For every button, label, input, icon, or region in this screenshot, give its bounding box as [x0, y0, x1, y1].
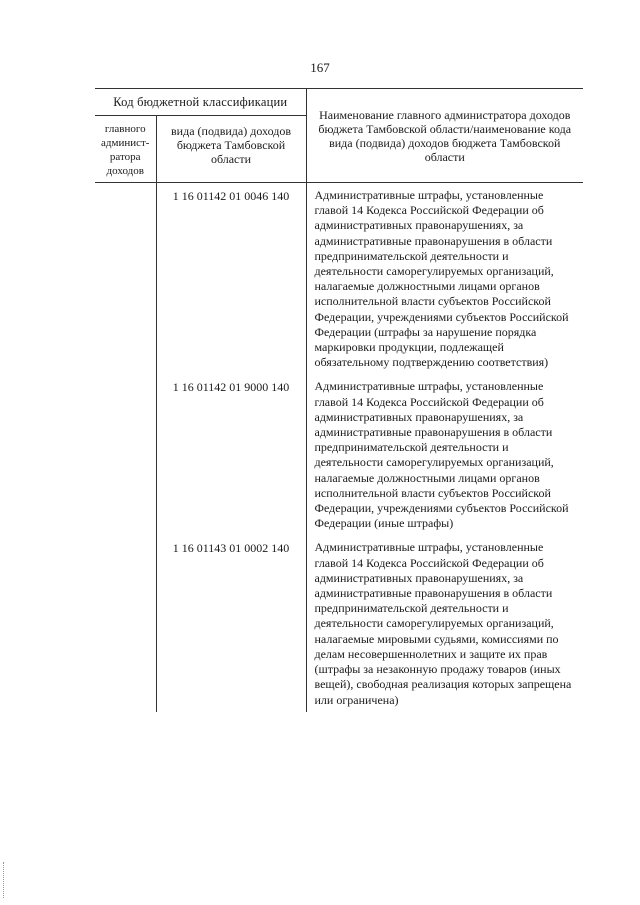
income-code-cell: 1 16 01143 01 0002 140	[156, 535, 306, 711]
table-header-row	[95, 89, 583, 116]
income-name-cell: Административные штрафы, установленные главой 14 Кодекса Российской Федерации об административных правонарушениях, за административные правонарушения в области предпринимательской деятельности и деятельности саморегулируемых организаций, налагаемые должностными лицами органов исполнительной власти субъектов Российской Федерации, учреждениями субъектов Российской Федерации (штрафы за нарушение порядка маркировки продукции, подлежащей обязательному подтверждению соответствия)	[314, 188, 569, 370]
table-row	[95, 535, 583, 711]
budget-classification-table	[95, 88, 583, 712]
income-name-cell: Административные штрафы, установленные главой 14 Кодекса Российской Федерации об административных правонарушениях, за административные правонарушения в области предпринимательской деятельности и деятельности саморегулируемых организаций, налагаемые должностными лицами органов исполнительной власти субъектов Российской Федерации, учреждениями субъектов Российской Федерации (иные штрафы)	[314, 379, 569, 531]
header-name-column: Наименование главного администратора доходов бюджета Тамбовской области/наименование кода вида (подвида) доходов бюджета Тамбовской области	[306, 89, 583, 183]
table-row	[95, 374, 583, 535]
header-budget-classification-code: Код бюджетной классификации	[95, 89, 306, 116]
admin-code-cell	[95, 183, 156, 375]
table-row	[95, 183, 583, 375]
income-code-cell: 1 16 01142 01 0046 140	[156, 183, 306, 375]
header-income-kind: вида (подвида) доходов бюджета Тамбовской области	[156, 116, 306, 183]
admin-code-cell	[95, 535, 156, 711]
page-number: 167	[310, 60, 330, 75]
admin-code-cell	[95, 374, 156, 535]
income-code-cell: 1 16 01142 01 9000 140	[156, 374, 306, 535]
income-name-cell: Административные штрафы, установленные главой 14 Кодекса Российской Федерации об административных правонарушениях, за административные правонарушения в области предпринимательской деятельности и деятельности саморегулируемых организаций, налагаемые мировыми судьями, комиссиями по делам несовершеннолетних и защите их прав (штрафы за незаконную продажу товаров (иных вещей), свободная реализация которых запрещена или ограничена)	[314, 540, 572, 707]
header-chief-administrator: главного админист-ратора доходов	[95, 116, 156, 183]
scan-edge-marks	[3, 862, 6, 898]
